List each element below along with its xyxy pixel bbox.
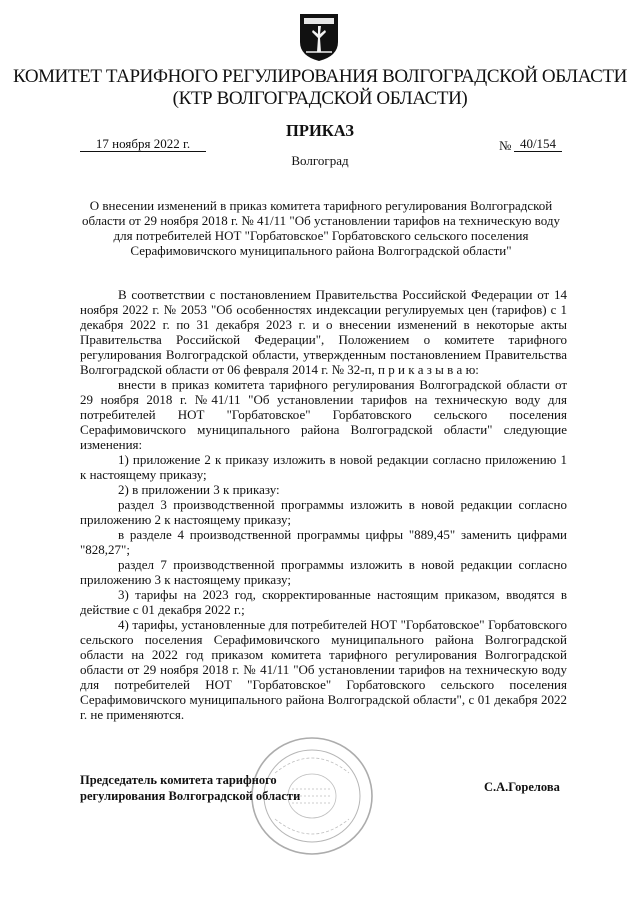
body-paragraph: В соответствии с постановлением Правительства Российской Федерации от 14 ноября 2022 г. № 2053 "Об особенностях индексации регулируемых цен (тарифов) с 1 декабря 2022 г. по 31 декабря 2023 г. и о внесении изменений в некоторые акты Правительства Российской Федерации", Положением о комитете тарифного регулирования Волгоградской области, утвержденным постановлением Правительства Волгоградской области от 06 февраля 2014 г. № 32-п, п р и к а з ы в а ю: xyxy=(80,287,567,377)
document-subject: О внесении изменений в приказ комитета тарифного регулирования Волгоградской области от 29 ноября 2018 г. № 41/11 "Об установлении тарифов на техническую воду для потребителей НОТ "Горбатовское" Горбатовского сельского поселения Серафимовичского муниципального района Волгоградской области" xyxy=(82,198,560,258)
organization-short-name: (КТР ВОЛГОГРАДСКОЙ ОБЛАСТИ) xyxy=(172,88,468,109)
body-paragraph: внести в приказ комитета тарифного регулирования Волгоградской области от 29 ноября 2018 г. №41/11 "Об установлении тарифов на техническую воду для потребителей НОТ "Горбатовское" Горбатовского сельского поселения Серафимовичского муниципального района Волгоградской области" следующие изменения: xyxy=(80,377,567,452)
signatory-name: С.А.Горелова xyxy=(484,780,560,794)
body-paragraph: 4) тарифы, установленные для потребителей НОТ "Горбатовское" Горбатовского сельского поселения Серафимовичского муниципального района Волгоградской области на 2022 год приказом комитета тарифного регулирования Волгоградской области от 29 ноября 2018 г. № 41/11 "Об установлении тарифов на техническую воду для потребителей НОТ "Горбатовское" Горбатовского сельского поселения Серафимовичского муниципального района Волгоградской области", с 01 декабря 2022 г. не применяются. xyxy=(80,617,567,722)
document-body xyxy=(80,287,567,722)
signatory-position-line: Председатель комитета тарифного xyxy=(80,773,277,787)
signatory-position-line: регулирования Волгоградской области xyxy=(80,789,301,803)
number-label: № xyxy=(499,138,512,153)
coat-of-arms-icon xyxy=(298,12,340,62)
body-paragraph: 1) приложение 2 к приказу изложить в новой редакции согласно приложению 1 к настоящему приказу; xyxy=(80,452,567,482)
document-date: 17 ноября 2022 г. xyxy=(80,136,206,152)
body-paragraph: раздел 3 производственной программы изложить в новой редакции согласно приложению 2 к настоящему приказу; xyxy=(80,497,567,527)
body-paragraph: в разделе 4 производственной программы цифры "889,45" заменить цифрами "828,27"; xyxy=(80,527,567,557)
document-number: 40/154 xyxy=(514,136,562,152)
body-paragraph: раздел 7 производственной программы изложить в новой редакции согласно приложению 3 к настоящему приказу; xyxy=(80,557,567,587)
organization-name: КОМИТЕТ ТАРИФНОГО РЕГУЛИРОВАНИЯ ВОЛГОГРАДСКОЙ ОБЛАСТИ xyxy=(13,66,627,87)
signatory-position xyxy=(80,772,300,804)
body-paragraph: 3) тарифы на 2023 год, скорректированные настоящим приказом, вводятся в действие с 01 декабря 2022 г.; xyxy=(80,587,567,617)
document-type: ПРИКАЗ xyxy=(286,121,354,140)
document-city: Волгоград xyxy=(291,153,349,168)
body-paragraph: 2) в приложении 3 к приказу: xyxy=(118,482,280,497)
